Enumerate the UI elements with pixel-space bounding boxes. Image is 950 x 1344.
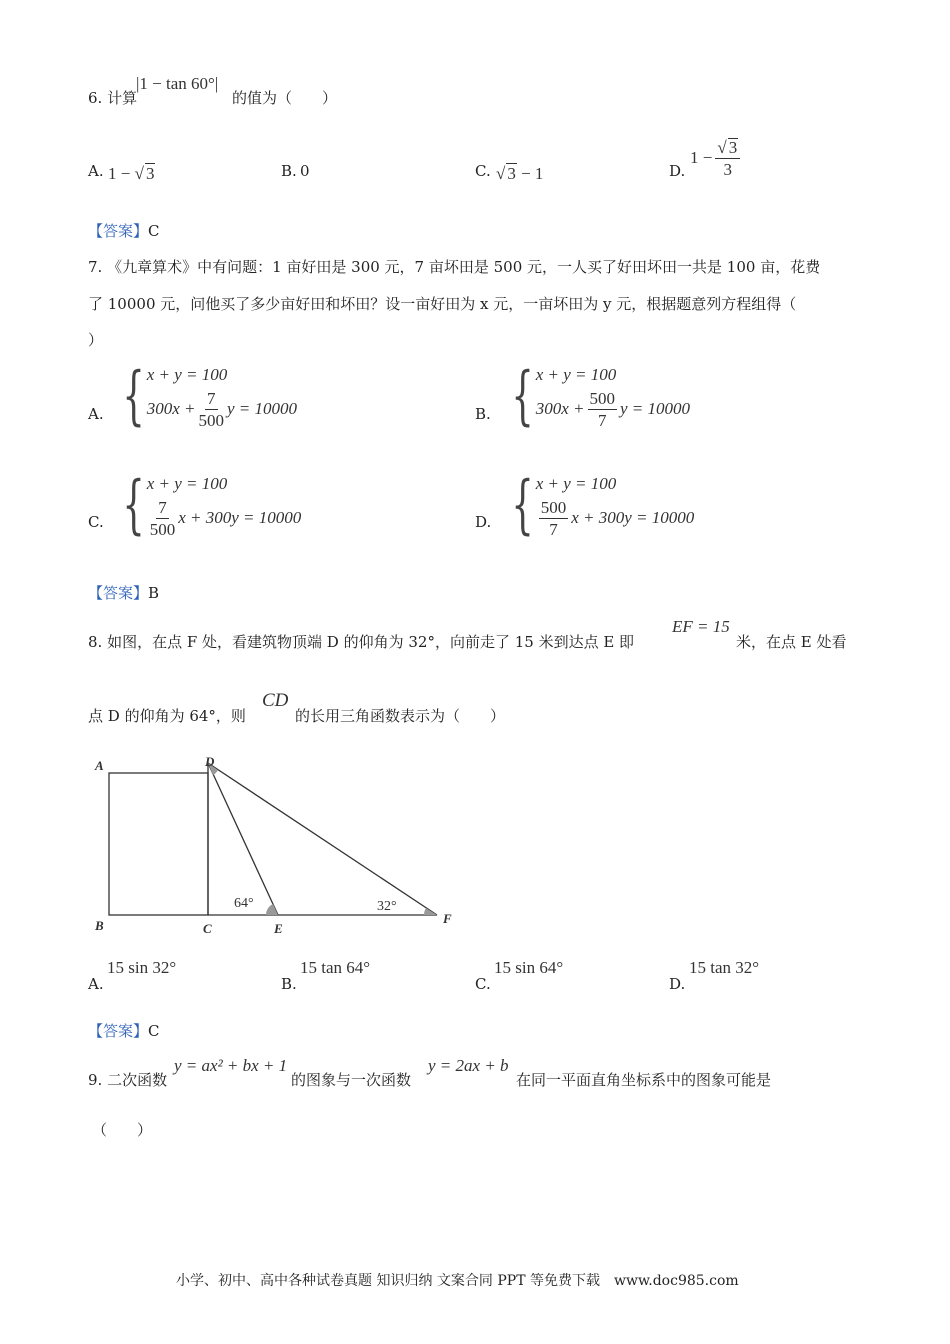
q6-option-c-radicand: 3: [507, 164, 516, 183]
q9-quadratic-expr: y = ax² + bx + 1: [174, 1056, 288, 1075]
label-e: E: [274, 921, 283, 936]
q8-option-d-label: D.: [669, 975, 686, 993]
q8-option-a-expr: 15 sin 32°: [107, 958, 177, 977]
brace-symbol: {: [511, 468, 534, 542]
q6-option-b-value: 0: [300, 162, 310, 180]
sqrt-symbol: √: [134, 164, 144, 183]
angle-f-marker: [424, 908, 437, 915]
q6-option-c-rest: − 1: [521, 164, 544, 183]
q8-option-d-expr: 15 tan 32°: [689, 958, 760, 977]
q7-option-c-eq2: [147, 497, 302, 539]
q6-stem-before: 6. 计算: [88, 89, 138, 107]
sqrt-symbol: √: [717, 138, 727, 157]
q6-abs-expression: |1 − tan 60°|: [136, 74, 219, 93]
q7-option-a-den: 500: [198, 410, 224, 430]
q7-option-b-num: 500: [589, 388, 615, 408]
label-b: B: [95, 918, 104, 933]
q6-answer-value: C: [148, 222, 160, 240]
q9-stem-c: 在同一平面直角坐标系中的图象可能是: [516, 1071, 772, 1089]
q7-option-c-eq1: x + y = 100: [146, 474, 228, 493]
q7-option-d-eq2: [536, 497, 695, 539]
brace-symbol: {: [511, 359, 534, 433]
angle-e-marker: [266, 904, 278, 915]
answer-tag: 【答案】: [88, 1022, 149, 1040]
q7-stem-line-1: 7. 《九章算术》中有问题：1 亩好田是 300 元，7 亩坏田是 500 元，一人买了好田坏田一共是 100 亩，花费: [88, 258, 821, 276]
q6-stem: [88, 88, 137, 108]
q9-stem-a: 9. 二次函数: [88, 1071, 168, 1089]
q8-stem-line-1a: 8. 如图，在点 F 处，看建筑物顶端 D 的仰角为 32°，向前走了 15 米到达点 E 即: [88, 633, 635, 651]
q7-option-d-eq1: x + y = 100: [535, 474, 617, 493]
q7-option-b-eq2: [536, 388, 690, 430]
q7-option-d-system: [493, 468, 695, 542]
q6-option-b-label: B.: [281, 162, 297, 180]
q7-option-a-post: y = 10000: [227, 399, 298, 418]
q9-stem-b: 的图象与一次函数: [291, 1071, 412, 1089]
q6-option-c-label: C.: [475, 162, 491, 180]
q9-answer-blank: （ ）: [92, 1121, 153, 1139]
label-f: F: [443, 911, 452, 926]
q7-stem-line-2: 了 10000 元，问他买了多少亩好田和坏田？设一亩好田为 x 元，一亩坏田为 y 元，根据题意列方程组得（: [88, 295, 797, 313]
q7-option-a-system: [104, 359, 298, 433]
q7-option-a-num: 7: [207, 388, 216, 408]
q6-option-a-expr: [108, 163, 155, 184]
answer-tag: 【答案】: [88, 222, 149, 240]
angle-f-label: 32°: [377, 899, 397, 914]
sqrt-symbol: √: [496, 164, 506, 183]
q6-option-d-one: 1 −: [690, 148, 713, 167]
q7-option-a-eq2: [147, 388, 297, 430]
q8-answer-value: C: [148, 1022, 160, 1040]
label-a: A: [95, 758, 104, 773]
q7-option-b-pre: 300x +: [535, 399, 585, 418]
q8-option-c-expr: 15 sin 64°: [494, 958, 564, 977]
q8-stem-line-2a: 点 D 的仰角为 64°，则: [88, 707, 246, 725]
q6-option-a-radicand: 3: [145, 164, 155, 183]
page-footer: 小学、初中、高中各种试卷真题 知识归纳 文案合同 PPT 等免费下载 www.doc985.com: [176, 1273, 739, 1289]
q6-option-d-fraction: [715, 138, 740, 178]
q6-option-d-expr: [690, 138, 743, 178]
q9-linear-expr: y = 2ax + b: [428, 1056, 509, 1075]
q7-option-b-system: [493, 359, 691, 433]
q6-option-a-label: A.: [88, 162, 104, 180]
q6-option-a-one: 1 −: [108, 164, 131, 183]
q7-answer: [88, 583, 159, 603]
label-d: D: [205, 754, 215, 769]
q8-geometry-figure: [88, 750, 468, 940]
q7-option-b-post: y = 10000: [620, 399, 691, 418]
q7-option-d-label: D.: [475, 513, 492, 531]
q7-option-b-den: 7: [598, 410, 607, 430]
building-rectangle: [109, 773, 208, 915]
brace-symbol: {: [122, 359, 145, 433]
q7-option-a-label: A.: [88, 405, 104, 423]
q7-stem-line-3: ）: [88, 331, 104, 349]
q7-option-d-post: x + 300y = 10000: [571, 508, 695, 527]
q8-option-b-expr: 15 tan 64°: [300, 958, 371, 977]
q6-stem-after: 的值为（ ）: [232, 89, 338, 107]
q7-answer-value: B: [148, 584, 160, 602]
angle-e-label: 64°: [234, 896, 254, 911]
q7-option-c-num: 7: [158, 497, 167, 517]
q7-option-a-eq1: x + y = 100: [146, 365, 228, 384]
q6-option-c-expr: [496, 163, 543, 184]
q8-option-a-label: A.: [88, 975, 104, 993]
q7-option-d-den: 7: [549, 519, 558, 539]
answer-tag: 【答案】: [88, 584, 149, 602]
q8-answer: [88, 1021, 160, 1041]
q8-option-b-label: B.: [281, 975, 297, 993]
label-c: C: [203, 921, 212, 936]
q7-option-c-system: [104, 468, 302, 542]
q6-option-d-denominator: 3: [723, 160, 733, 179]
brace-symbol: {: [122, 468, 145, 542]
q7-option-d-num: 500: [540, 497, 567, 517]
q8-ef-expression: EF = 15: [672, 617, 730, 636]
q7-option-c-post: x + 300y = 10000: [178, 508, 302, 527]
q6-answer: [88, 221, 160, 241]
q6-option-d-num-radicand: 3: [728, 138, 738, 157]
q7-option-a-pre: 300x +: [146, 399, 196, 418]
q8-option-c-label: C.: [475, 975, 491, 993]
q7-option-c-den: 500: [149, 519, 176, 539]
q8-stem-line-2b: 的长用三角函数表示为（ ）: [295, 707, 506, 725]
q6-option-d-label: D.: [669, 162, 686, 180]
q8-cd-expression: CD: [262, 690, 289, 711]
q7-option-b-label: B.: [475, 405, 491, 423]
q7-option-c-label: C.: [88, 513, 104, 531]
q8-stem-line-1b: 米，在点 E 处看: [736, 633, 847, 651]
q7-option-b-eq1: x + y = 100: [535, 365, 617, 384]
